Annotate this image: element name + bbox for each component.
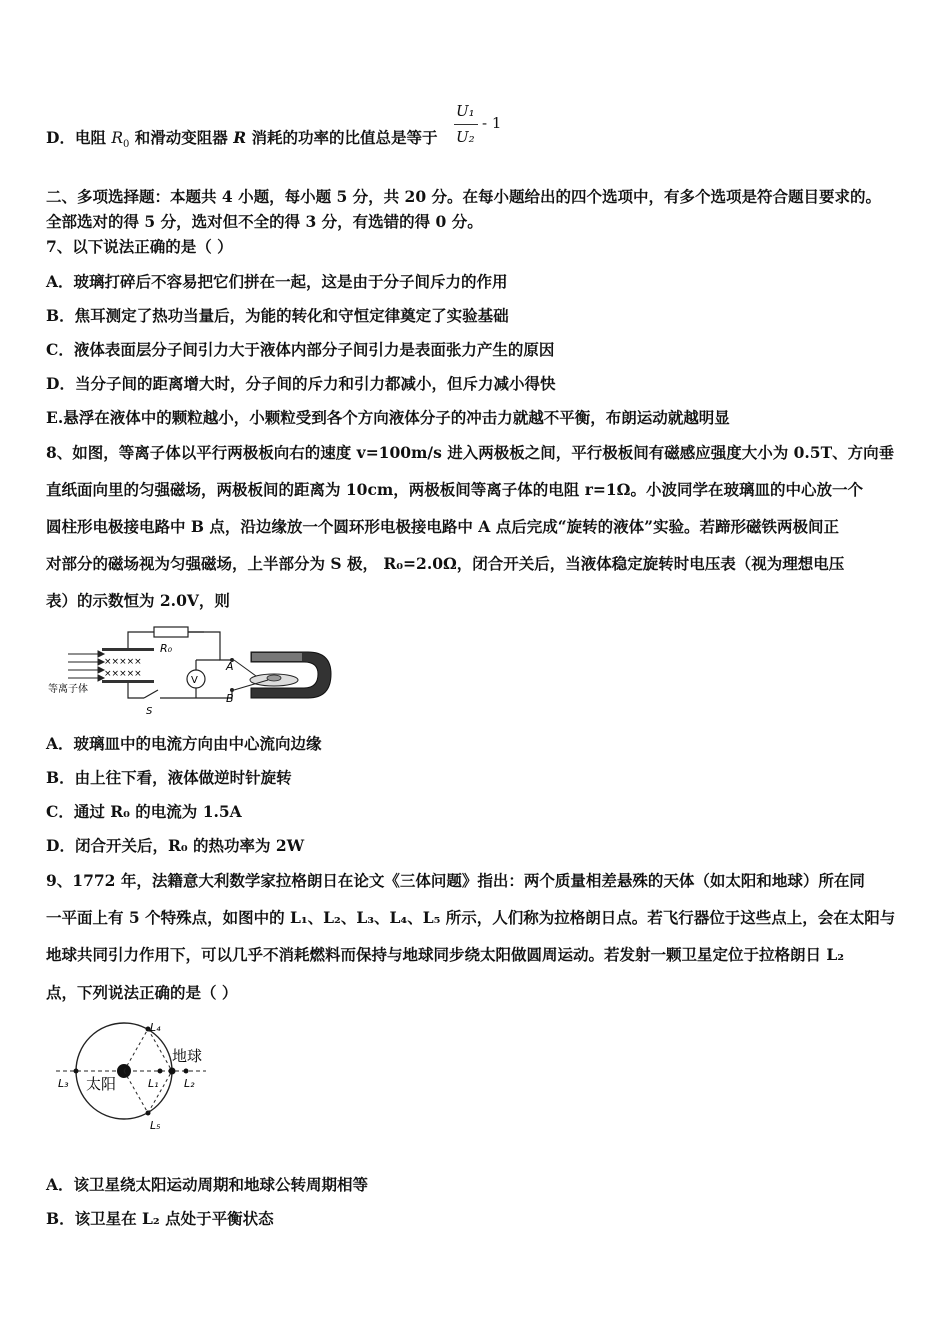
l2-point <box>184 1069 189 1074</box>
q8-option-d: D．闭合开关后，R₀ 的热功率为 2W <box>46 836 305 855</box>
q7-option-d: D．当分子间的距离增大时，分子间的斥力和引力都减小，但斥力减小得快 <box>46 374 556 393</box>
q9-stem-line: 地球共同引力作用下，可以几乎不消耗燃料而保持与地球同步绕太阳做圆周运动。若发射一颗卫星定位于拉格朗日 L₂ <box>46 945 845 964</box>
section2-line2: 全部选对的得 5 分，选对但不全的得 3 分，有选错的得 0 分。 <box>46 212 483 231</box>
switch-label: S <box>146 706 153 717</box>
l4-label: L₄ <box>150 1021 161 1034</box>
q8-option-b: B．由上往下看，液体做逆时针旋转 <box>46 768 292 787</box>
q6d-text-a: D．电阻 <box>46 128 112 147</box>
q8-stem-line: 表）的示数恒为 2.0V，则 <box>46 591 230 610</box>
field-x-row-2: ××××× <box>104 669 142 679</box>
plasma-arrows <box>68 651 104 681</box>
q9-lagrange-figure <box>46 1015 226 1140</box>
q8-option-a: A．玻璃皿中的电流方向由中心流向边缘 <box>46 734 322 753</box>
q9-option-b: B．该卫星在 L₂ 点处于平衡状态 <box>46 1209 274 1228</box>
plasma-label: 等离子体 <box>48 684 88 695</box>
section2-line1: 二、多项选择题：本题共 4 小题，每小题 5 分，共 20 分。在每小题给出的四个选项中，有多个选项是符合题目要求的。 <box>46 187 882 206</box>
q8-option-c: C．通过 R₀ 的电流为 1.5A <box>46 802 242 821</box>
l1-point <box>158 1069 163 1074</box>
l1-label: L₁ <box>148 1077 159 1090</box>
q6-option-d <box>46 128 437 155</box>
l3-label: L₃ <box>58 1077 69 1090</box>
r0-symbol: R <box>111 129 124 147</box>
q7-option-e: E.悬浮在液体中的颗粒越小，小颗粒受到各个方向液体分子的冲击力就越不平衡，布朗运动就越明显 <box>46 408 730 427</box>
fraction-tail: - 1 <box>482 114 502 132</box>
l2-label: L₂ <box>184 1077 195 1090</box>
q9-option-a: A．该卫星绕太阳运动周期和地球公转周期相等 <box>46 1175 369 1194</box>
l5-label: L₅ <box>150 1119 161 1132</box>
q9-stem-line: 9、1772 年，法籍意大利数学家拉格朗日在论文《三体问题》指出：两个质量相差悬殊的天体（如太阳和地球）所在同 <box>46 871 865 890</box>
r0-resistor <box>154 627 188 637</box>
q7-stem: 7、以下说法正确的是（ ） <box>46 237 233 256</box>
fraction-numerator: U₁ <box>456 102 475 120</box>
q8-stem-line: 直纸面向里的匀强磁场，两极板间的距离为 10cm，两极板间等离子体的电阻 r=1Ω。小波同学在玻璃皿的中心放一个 <box>46 480 863 499</box>
l3-point <box>74 1069 79 1074</box>
q7-option-b: B．焦耳测定了热功当量后，为能的转化和守恒定律奠定了实验基础 <box>46 306 509 325</box>
field-x-row-1: ××××× <box>104 657 142 667</box>
q7-option-c: C．液体表面层分子间引力大于液体内部分子间引力是表面张力产生的原因 <box>46 340 555 359</box>
fraction-denominator: U₂ <box>456 128 475 146</box>
top-plate <box>102 648 154 651</box>
sun-label: 太阳 <box>86 1075 117 1093</box>
earth-label: 地球 <box>172 1047 203 1065</box>
q8-stem-line: 对部分的磁场视为匀强磁场，上半部分为 S 极， R₀=2.0Ω，闭合开关后，当液体稳定旋转时电压表（视为理想电压 <box>46 554 845 573</box>
q6d-text-c: 消耗的功率的比值总是等于 <box>246 128 438 147</box>
q6d-text-b: 和滑动变阻器 <box>129 128 234 147</box>
q9-stem-line: 一平面上有 5 个特殊点，如图中的 L₁、L₂、L₃、L₄、L₅ 所示，人们称为拉格朗日点。若飞行器位于这些点上，会在太阳与 <box>46 908 896 927</box>
node-a-label: A <box>226 660 234 673</box>
fraction <box>452 100 512 156</box>
q7-option-a: A．玻璃打碎后不容易把它们拼在一起，这是由于分子间斥力的作用 <box>46 272 508 291</box>
q8-circuit-figure <box>46 622 346 717</box>
voltmeter-label: V <box>191 675 198 686</box>
r-symbol: R <box>233 128 247 147</box>
q8-stem-line: 8、如图，等离子体以平行两极板向右的速度 v=100m/s 进入两极板之间，平行极板间有磁感应强度大小为 0.5T、方向垂 <box>46 443 895 462</box>
q8-stem-line: 圆柱形电极接电路中 B 点，沿边缘放一个圆环形电极接电路中 A 点后完成“旋转的液体”实验。若蹄形磁铁两极间正 <box>46 517 840 536</box>
switch <box>144 690 158 698</box>
q9-stem-line: 点，下列说法正确的是（ ） <box>46 983 238 1002</box>
r0-label: R₀ <box>160 642 173 655</box>
r0-sub: 0 <box>123 139 130 151</box>
earth <box>169 1068 176 1075</box>
horseshoe-magnet <box>234 652 331 698</box>
bottom-plate <box>102 680 154 683</box>
node-b-label: B <box>226 692 234 705</box>
fraction-bar <box>454 124 478 125</box>
